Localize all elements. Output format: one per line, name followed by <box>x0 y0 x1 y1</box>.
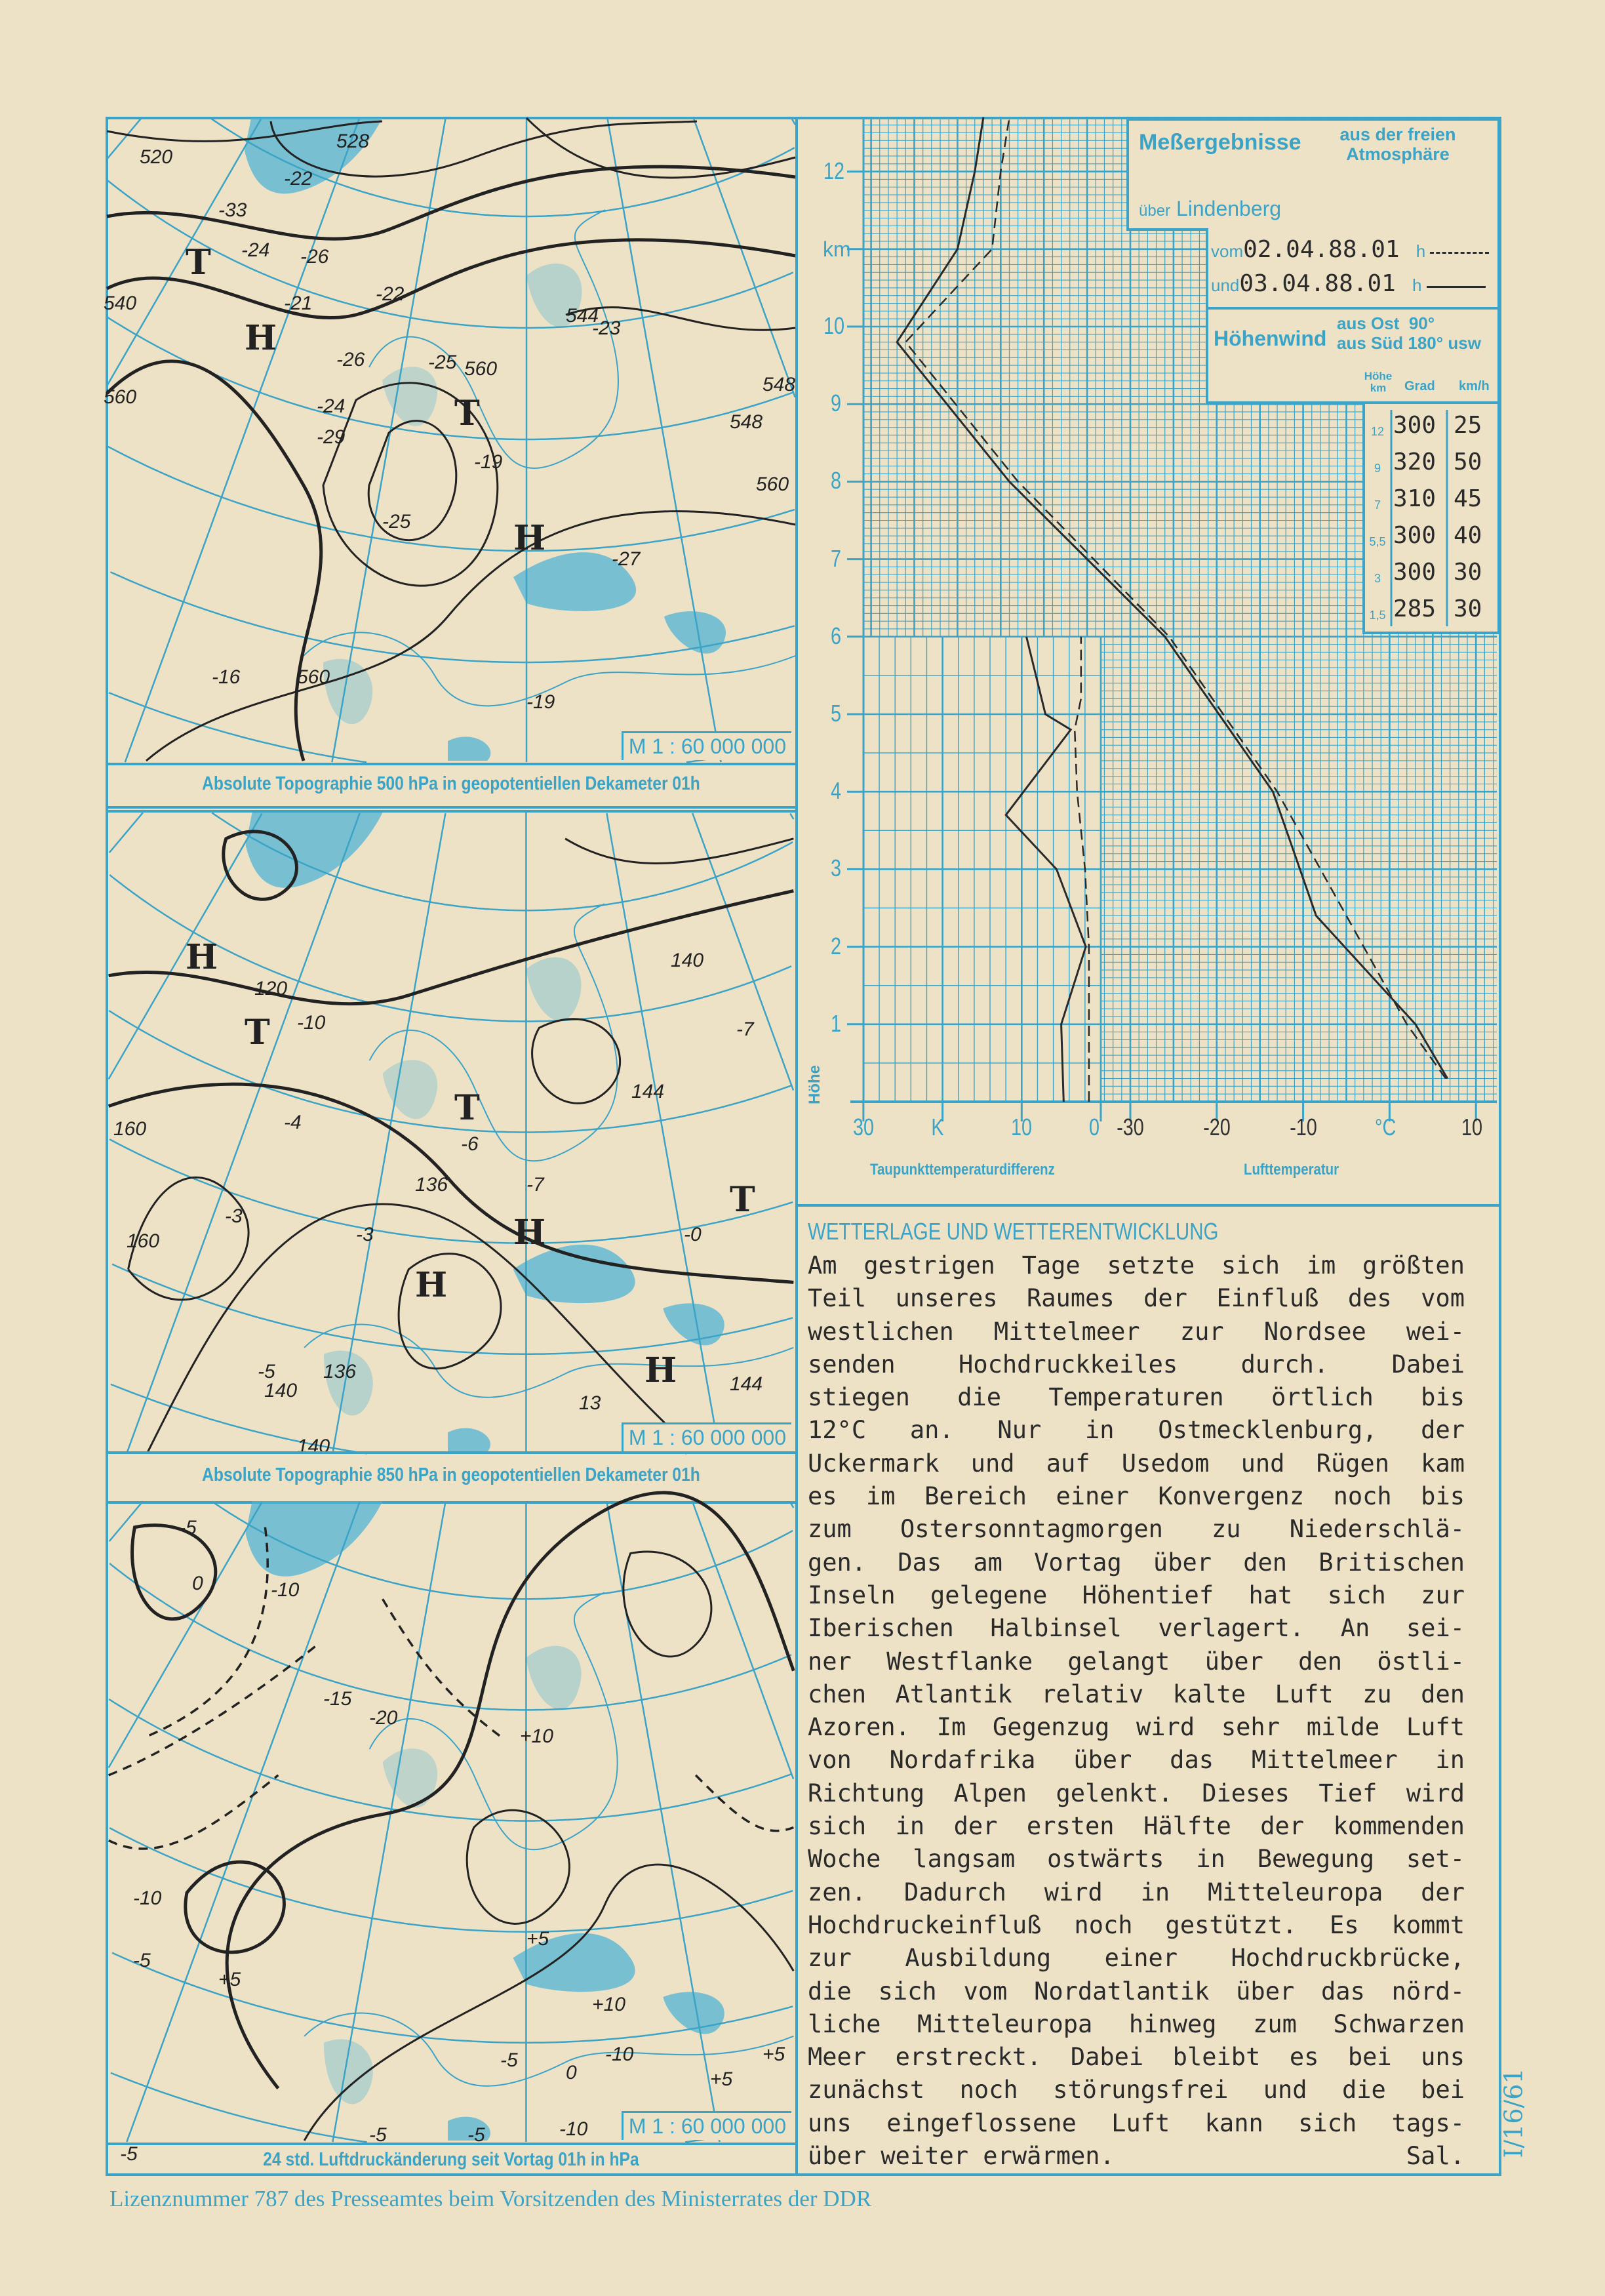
longitude-line <box>790 1502 793 1508</box>
isoline-label: +10 <box>592 1993 625 2015</box>
wind-note-2: aus Süd 180° usw <box>1337 333 1481 353</box>
height-unit: km <box>823 237 851 261</box>
height-tick-label: 8 <box>831 467 842 494</box>
isoline-label: 560 <box>756 473 789 495</box>
temperature-tick-label: 10 <box>1461 1114 1483 1140</box>
isoline-label: -5 <box>258 1361 275 1382</box>
text-line: zunächst noch störungsfrei und die bei <box>808 2076 1465 2105</box>
wind-row-direction: 300 <box>1393 412 1437 439</box>
wind-row-direction: 320 <box>1393 449 1437 475</box>
isoline-label: 144 <box>730 1373 763 1395</box>
isoline <box>107 361 321 761</box>
isoline-label: 540 <box>104 292 137 314</box>
graticule <box>109 813 794 1453</box>
wind-row-direction: 300 <box>1393 522 1437 549</box>
isoline-label: 560 <box>297 666 330 688</box>
low-pressure-marker: T <box>186 243 210 283</box>
and-date: 03.04.88.01 <box>1239 270 1396 297</box>
wind-row-speed: 30 <box>1454 595 1482 622</box>
isoline-label: -5 <box>179 1516 197 1539</box>
isoline-label: -7 <box>526 1174 544 1196</box>
isoline-label: 0 <box>192 1573 203 1595</box>
graticule <box>107 118 795 762</box>
longitude-line <box>792 119 795 125</box>
text-line: Azoren. Im Gegenzug wird sehr milde Luft <box>808 1713 1465 1742</box>
sounding-panel <box>798 118 1500 1207</box>
hour-unit: h <box>1416 241 1426 261</box>
text-line: Am gestrigen Tage setzte sich im größten <box>808 1251 1465 1279</box>
africa-landmass <box>448 1428 490 1452</box>
and-label: und <box>1211 275 1240 295</box>
isoline-label: -20 <box>369 1706 398 1729</box>
height-tick-label: 4 <box>831 777 842 805</box>
text-line: von Nordafrika über das Mittelmeer in <box>808 1746 1465 1775</box>
isoline-label: +5 <box>710 2068 733 2090</box>
wind-row-speed: 45 <box>1454 485 1482 512</box>
text-line: Inseln gelegene Höhentief hat sich zur <box>808 1581 1465 1609</box>
dewpoint-tick-label: K <box>930 1114 944 1140</box>
isoline-label: -10 <box>559 2118 588 2140</box>
isoline-label: -10 <box>605 2043 634 2065</box>
height-tick-label: 3 <box>831 855 842 882</box>
height-tick-label: 2 <box>831 932 842 959</box>
height-tick-label: 1 <box>831 1009 842 1037</box>
isolines <box>107 118 795 761</box>
dashed-isoline <box>696 1775 793 1831</box>
text-line: über weiter erwärmen. Sal. <box>808 2140 1465 2173</box>
map-scale: M 1 : 60 000 000 <box>622 731 791 760</box>
wind-row-speed: 40 <box>1454 522 1482 549</box>
height-tick-label: 7 <box>831 544 842 572</box>
isoline-label: -3 <box>225 1205 243 1227</box>
isolines <box>109 832 794 1452</box>
dashed-isoline <box>383 1599 500 1736</box>
isoline-label: -10 <box>271 1579 300 1601</box>
isoline-label: -15 <box>323 1688 352 1710</box>
latitude-line <box>108 317 796 439</box>
text-line: 12°C an. Nur in Ostmecklenburg, der <box>808 1416 1465 1445</box>
wind-row-direction: 285 <box>1393 595 1437 622</box>
caption-box <box>107 2143 795 2177</box>
text-line: zen. Dadurch wird in Mitteleuropa der <box>808 1878 1465 1906</box>
isoline-label: -23 <box>592 317 621 339</box>
text-line: Uckermark und auf Usedom und Rügen kam <box>808 1449 1465 1478</box>
map-scale: M 1 : 60 000 000 <box>622 1422 791 1451</box>
low-pressure-marker: T <box>454 393 479 433</box>
map-500hpa <box>104 118 796 763</box>
map-850hpa <box>107 810 795 1457</box>
sounding-subtitle: aus der freien Atmosphäre <box>1339 125 1456 164</box>
col-height: Höhe km <box>1364 370 1393 394</box>
isoline-label: 160 <box>113 1118 147 1140</box>
isoline-label: 13 <box>579 1392 601 1414</box>
isoline-label: -19 <box>526 691 555 713</box>
isoline <box>148 1204 696 1452</box>
isoline-label: 528 <box>336 131 370 152</box>
wind-row-height: 7 <box>1374 498 1381 512</box>
sounding-title: Meßergebnisse <box>1139 130 1301 155</box>
wind-row-speed: 30 <box>1454 559 1482 586</box>
wind-row-height: 3 <box>1374 572 1381 585</box>
isoline-label: -16 <box>212 666 241 688</box>
isoline-label: +10 <box>520 1725 553 1747</box>
latitude-line <box>108 181 793 329</box>
longitude-line <box>608 119 721 762</box>
isoline-label: -6 <box>461 1133 479 1156</box>
isoline-label: -3 <box>356 1224 374 1245</box>
alps-landmass <box>513 1245 635 1303</box>
isoline-label: 136 <box>323 1361 357 1382</box>
isoline-label: -0 <box>684 1224 702 1245</box>
isoline-label: 548 <box>763 373 796 395</box>
isoline-label: -22 <box>376 283 405 305</box>
high-pressure-marker: H <box>245 318 276 358</box>
dewpoint-tick-label: 0 <box>1089 1114 1100 1140</box>
text-line: gen. Das am Vortag über den Britischen <box>808 1548 1465 1577</box>
scandinavia-landmass <box>526 1646 581 1710</box>
map-scale: M 1 : 60 000 000 <box>622 2111 791 2140</box>
isoline <box>532 1019 620 1104</box>
hour-unit: h <box>1412 275 1422 295</box>
height-tick-label: 10 <box>823 312 845 339</box>
isoline-label: 520 <box>140 146 173 168</box>
high-pressure-marker: H <box>186 937 217 977</box>
isoline <box>624 1552 711 1657</box>
date-row-1 <box>1211 236 1489 263</box>
isoline <box>526 118 795 178</box>
isoline-label: +5 <box>763 2043 785 2065</box>
isoline-label: -7 <box>736 1018 754 1040</box>
station-name: Lindenberg <box>1176 197 1282 220</box>
temperature-tick-label: °C <box>1375 1114 1397 1140</box>
longitude-line <box>108 118 141 158</box>
longitude-line <box>692 813 793 1091</box>
text-line: Meer erstreckt. Dabei bleibt es bei uns <box>808 2043 1465 2072</box>
text-line: sich in der ersten Hälfte der kommenden <box>808 1812 1465 1841</box>
page-code: I/16/61 <box>1499 2068 1528 2158</box>
africa-landmass <box>448 736 490 761</box>
map-850hpa-drawing <box>107 813 795 1454</box>
temperature-axis-label: Lufttemperatur <box>1244 1161 1339 1178</box>
height-tick-label: 9 <box>831 390 842 417</box>
isoline-label: 120 <box>254 977 288 999</box>
col-dir: Grad <box>1404 379 1435 393</box>
wind-row-speed: 50 <box>1454 449 1482 475</box>
isoline-label: -25 <box>382 510 411 533</box>
isoline-label: -25 <box>428 352 457 374</box>
text-line: es im Bereich einer Konvergenz noch bis <box>808 1482 1465 1511</box>
isoline-label: -21 <box>284 292 313 314</box>
signature: Sal. <box>1406 2142 1465 2171</box>
isoline-label: +5 <box>218 1968 241 1990</box>
isoline-label: -5 <box>120 2143 138 2165</box>
isoline-label: 136 <box>415 1174 448 1196</box>
wind-row-height: 12 <box>1370 425 1385 438</box>
isoline-label: -22 <box>284 168 313 190</box>
text-line: senden Hochdruckkeiles durch. Dabei <box>808 1350 1465 1379</box>
isoline <box>467 1810 569 1923</box>
dewpoint-axis-label: Taupunkttemperaturdifferenz <box>870 1161 1055 1178</box>
longitude-line <box>109 813 143 853</box>
isoline-label: 144 <box>631 1080 665 1102</box>
wind-note-1: aus Ost 90° <box>1337 313 1435 333</box>
isoline-label: -27 <box>612 548 641 570</box>
from-date: 02.04.88.01 <box>1243 236 1400 263</box>
latitude-line <box>109 1828 793 1931</box>
wind-row-speed: 25 <box>1454 412 1482 439</box>
dashed-isoline <box>148 1527 268 1736</box>
text-line: westlichen Mittelmeer zur Nordsee wei- <box>808 1317 1465 1346</box>
text-line: ner Westflanke gelangt über den östli- <box>808 1647 1465 1676</box>
temperature-tick-label: -20 <box>1203 1114 1231 1140</box>
map-850hpa-caption: Absolute Topographie 850 hPa in geopotentiellen Dekameter 01h <box>202 1464 700 1485</box>
dewpoint-tick-label: 30 <box>852 1114 874 1140</box>
isoline <box>107 240 795 318</box>
text-line: zum Ostersonntagmorgen zu Niederschlä- <box>808 1515 1465 1544</box>
isoline-label: -5 <box>500 2049 518 2071</box>
high-pressure-marker: H <box>513 518 545 558</box>
from-label: vom <box>1211 241 1244 261</box>
section-divider <box>798 1204 1501 1207</box>
britain-landmass <box>382 367 437 426</box>
isoline-label: -24 <box>241 239 270 262</box>
britain-landmass <box>383 1060 438 1119</box>
isoline-label: 560 <box>104 386 137 408</box>
isoline-label: -24 <box>317 395 346 417</box>
weather-report-text <box>808 1249 1465 2173</box>
isoline-label: -29 <box>317 426 346 449</box>
caption-box <box>107 1451 795 1504</box>
wind-row-direction: 300 <box>1393 559 1437 586</box>
wind-title: Höhenwind <box>1214 327 1327 350</box>
graticule <box>109 1501 794 2142</box>
map-500hpa-drawing <box>107 118 795 763</box>
isoline-label: -5 <box>467 2124 485 2146</box>
isoline-label: -19 <box>474 451 503 473</box>
map-500hpa-caption: Absolute Topographie 500 hPa in geopotentiellen Dekameter 01h <box>202 773 700 794</box>
isoline-label: 544 <box>566 305 599 327</box>
isoline-label: -26 <box>336 348 365 371</box>
latitude-line <box>109 1011 791 1132</box>
wind-row-height: 1,5 <box>1369 609 1386 622</box>
isoline-label: 0 <box>566 2062 577 2084</box>
license-note: Lizenznummer 787 des Presseamtes beim Vorsitzenden des Ministerrates der DDR <box>109 2186 872 2211</box>
isoline-label: -5 <box>133 1950 151 1971</box>
low-pressure-marker: T <box>454 1088 479 1128</box>
low-pressure-marker: T <box>730 1180 754 1220</box>
station-prefix: über <box>1139 202 1171 220</box>
map-pressure-change-drawing <box>107 1501 795 2143</box>
isoline-label: -10 <box>133 1887 162 1909</box>
latitude-line <box>108 447 795 551</box>
low-pressure-marker: T <box>245 1013 269 1053</box>
isoline-label: -4 <box>284 1112 302 1133</box>
text-line: die sich vom Nordatlantik über das nörd- <box>808 1977 1465 2005</box>
isoline-label: +5 <box>526 1927 549 1950</box>
text-line: Woche langsam ostwärts in Bewegung set- <box>808 1845 1465 1874</box>
isoline-label: 140 <box>264 1379 298 1401</box>
greenland-landmass <box>246 1501 383 1577</box>
col-speed: km/h <box>1459 379 1490 393</box>
text-line: Richtung Alpen gelenkt. Dieses Tief wird <box>808 1779 1465 1807</box>
temperature-tick-label: -10 <box>1289 1114 1317 1140</box>
height-tick-label: 6 <box>831 622 842 649</box>
greenland-landmass <box>246 813 383 888</box>
solid-line-legend <box>1427 286 1486 288</box>
text-line: Hochdruckeinfluß noch gestützt. Es kommt <box>808 1910 1465 1939</box>
longitude-line <box>790 813 793 819</box>
dewpoint-tick-label: 10 <box>1011 1114 1033 1140</box>
height-tick-label: 12 <box>823 157 845 184</box>
isoline-label: -26 <box>300 245 329 268</box>
height-tick-label: 5 <box>831 700 842 727</box>
wind-row-direction: 310 <box>1393 485 1437 512</box>
text-line: liche Mitteleuropa hinweg zum Schwarzen <box>808 2009 1465 2038</box>
height-axis-label: Höhe <box>806 1065 823 1104</box>
text-line: Iberischen Halbinsel verlagert. An sei- <box>808 1614 1465 1643</box>
temperature-tick-label: -30 <box>1117 1114 1144 1140</box>
isoline-label: -10 <box>297 1012 326 1034</box>
text-line: Teil unseres Raumes der Einfluß des vom <box>808 1284 1465 1313</box>
text-line: zur Ausbildung einer Hochdruckbrücke, <box>808 1944 1465 1973</box>
isoline-label: 548 <box>730 411 763 433</box>
weather-heading: WETTERLAGE UND WETTERENTWICKLUNG <box>808 1218 1219 1245</box>
text-line: uns eingeflossene Luft kann sich tags- <box>808 2108 1465 2137</box>
latitude-line <box>109 1699 791 1821</box>
isoline-label: -5 <box>369 2124 387 2146</box>
isoline-label: 560 <box>464 357 498 380</box>
text-line: stiegen die Temperaturen örtlich bis <box>808 1383 1465 1412</box>
longitude-line <box>109 1501 143 1541</box>
station-line <box>1139 197 1281 221</box>
isoline-label: 140 <box>297 1436 330 1457</box>
date-row-2 <box>1211 270 1486 297</box>
caption-box <box>107 763 795 809</box>
wind-row-height: 9 <box>1374 462 1381 475</box>
scandinavia-landmass <box>526 957 581 1021</box>
high-pressure-marker: H <box>513 1213 545 1253</box>
isoline-label: -33 <box>218 199 247 221</box>
dashed-isoline <box>109 1775 279 1849</box>
map-pressure-change-caption: 24 std. Luftdruckänderung seit Vortag 01h in hPa <box>263 2149 639 2170</box>
dashed-line-legend <box>1430 252 1489 254</box>
longitude-line <box>107 119 261 386</box>
wind-row-height: 5,5 <box>1369 535 1386 548</box>
high-pressure-marker: H <box>415 1265 446 1305</box>
isoline-label: 160 <box>127 1230 160 1252</box>
text-line: chen Atlantik relativ kalte Luft zu den <box>808 1680 1465 1708</box>
longitude-line <box>692 1502 793 1779</box>
high-pressure-marker: H <box>644 1350 676 1390</box>
isoline-label: 140 <box>671 950 704 971</box>
